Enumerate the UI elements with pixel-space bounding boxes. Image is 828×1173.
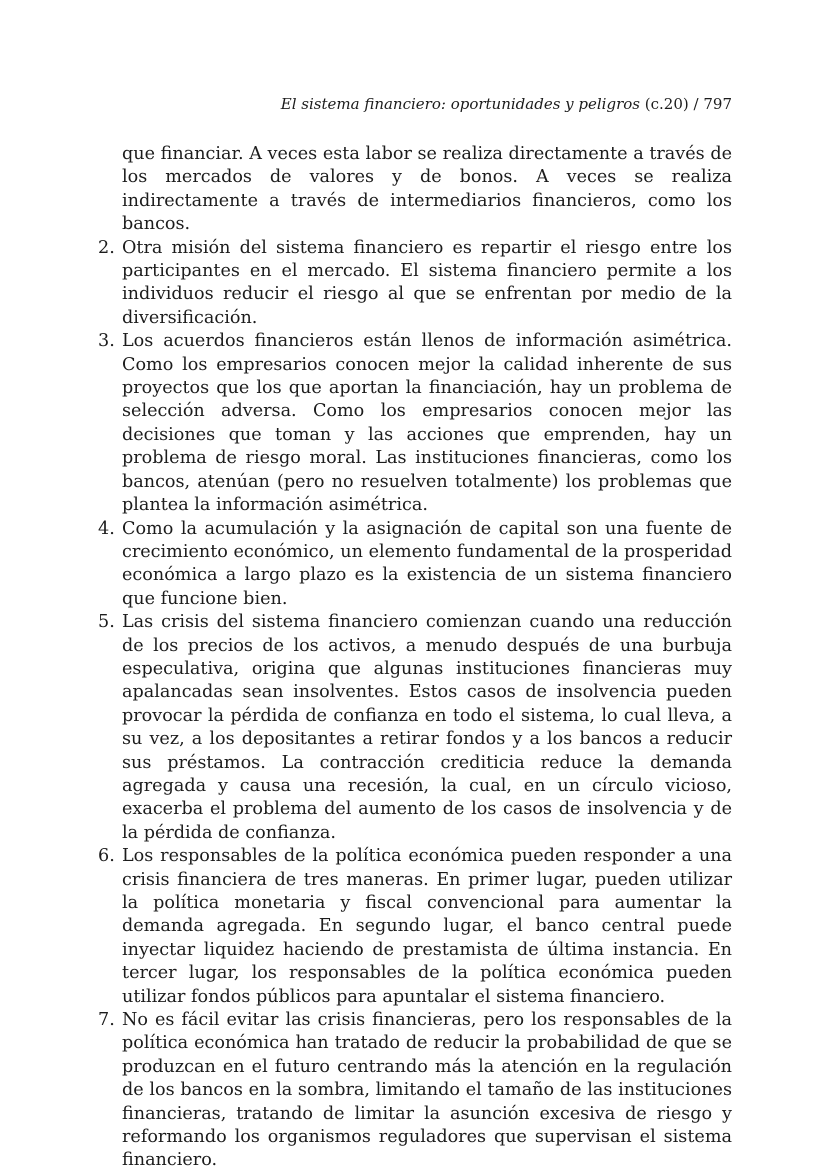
list-item-text: Las crisis del sistema financiero comienzan cuando una reducción de los precios de los activos, a menudo después de una burbuja especulativa, origina que algunas instituciones financieras muy apalancadas sean insolventes. Estos casos de insolvencia pueden provocar la pérdida de confianza en todo el sistema, lo cual lleva, a su vez, a los depositantes a retirar fondos y a los bancos a reducir sus préstamos. La contracción crediticia reduce la demanda agregada y causa una recesión, la cual, en un círculo vicioso, exacerba el problema del aumento de los casos de insolvencia y de la pérdida de confianza.: [122, 612, 732, 843]
list-item: [98, 1009, 732, 1173]
list-item: [98, 330, 732, 517]
running-header-title: El sistema financiero: oportunidades y peligros: [280, 95, 640, 113]
list-item-number: 6.: [98, 846, 115, 867]
page-number: 797: [703, 95, 732, 113]
list-item: [98, 518, 732, 612]
running-header: [281, 94, 732, 114]
list-item-number: 7.: [98, 1010, 115, 1031]
list-item-number: 5.: [98, 612, 115, 633]
page-body: [98, 143, 732, 1173]
list-item: [98, 611, 732, 845]
continuation-paragraph: que financiar. A veces esta labor se realiza directamente a través de los mercados de valores y de bonos. A veces se realiza indirectamente a través de intermediarios financieros, como los bancos.: [122, 144, 732, 235]
list-item-number: 2.: [98, 237, 115, 258]
list-item-text: Los responsables de la política económica pueden responder a una crisis financiera de tres maneras. En primer lugar, pueden utilizar la política monetaria y fiscal convencional para aumentar la demanda agregada. En segundo lugar, el banco central puede inyectar liquidez haciendo de prestamista de última instancia. En tercer lugar, los responsables de la política económica pueden utilizar fondos públicos para apuntalar el sistema financiero.: [122, 846, 732, 1007]
running-header-separator: /: [693, 95, 699, 113]
running-header-chapter: (c.20): [644, 95, 689, 113]
list-item-text: Los acuerdos financieros están llenos de información asimétrica. Como los empresarios conocen mejor la calidad inherente de sus proyectos que los que aportan la financiación, hay un problema de selección adversa. Como los empresarios conocen mejor las decisiones que toman y las acciones que emprenden, hay un problema de riesgo moral. Las instituciones financieras, como los bancos, atenúan (pero no resuelven totalmente) los problemas que plantea la información asimétrica.: [122, 331, 732, 516]
list-item-number: 4.: [98, 518, 115, 539]
list-item-number: 3.: [98, 331, 115, 352]
list-item-text: Como la acumulación y la asignación de capital son una fuente de crecimiento económico, un elemento fundamental de la prosperidad económica a largo plazo es la existencia de un sistema financiero que funcione bien.: [122, 518, 732, 609]
list-item: [98, 237, 732, 331]
list-item-text: Otra misión del sistema financiero es repartir el riesgo entre los participantes en el mercado. El sistema financiero permite a los individuos reducir el riesgo al que se enfrentan por medio de la diversificación.: [122, 237, 732, 328]
list-item: [98, 845, 732, 1009]
list-item-text: No es fácil evitar las crisis financieras, pero los responsables de la política económica han tratado de reducir la probabilidad de que se produzcan en el futuro centrando más la atención en la regulación de los bancos en la sombra, limitando el tamaño de las instituciones financieras, tratando de limitar la asunción excesiva de riesgo y reformando los organismos reguladores que supervisan el sistema financiero.: [122, 1010, 732, 1171]
